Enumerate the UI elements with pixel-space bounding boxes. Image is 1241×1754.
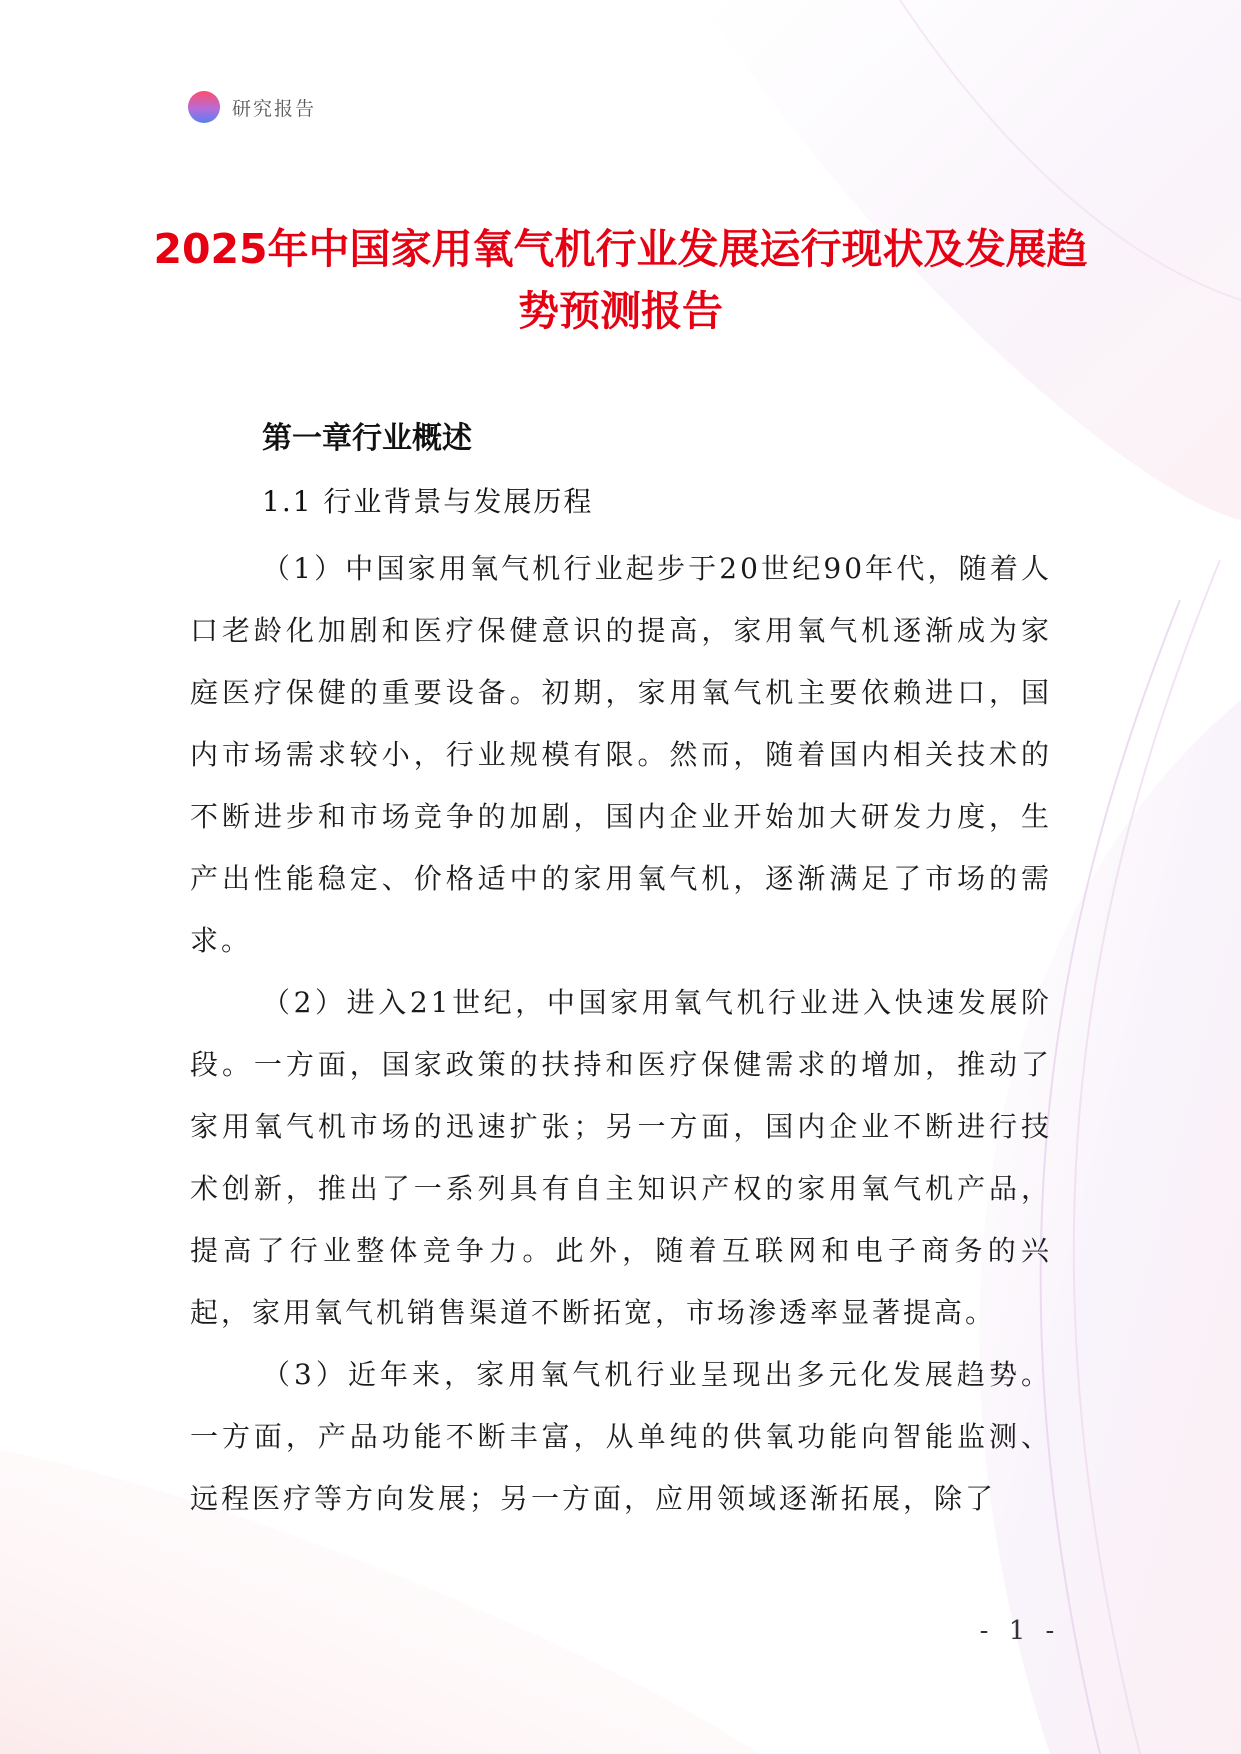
paragraph-2: （2）进入21世纪，中国家用氧气机行业进入快速发展阶段。一方面，国家政策的扶持和医疗保健需求的增加，推动了家用氧气机市场的迅速扩张；另一方面，国内企业不断进行技术创新，推出了一系列具有自主知识产权的家用氧气机产品，提高了行业整体竞争力。此外，随着互联网和电子商务的兴起，家用氧气机销售渠道不断拓宽，市场渗透率显著提高。 — [190, 986, 1052, 1329]
report-header — [188, 90, 316, 124]
paragraph-1: （1）中国家用氧气机行业起步于20世纪90年代，随着人口老龄化加剧和医疗保健意识的提高，家用氧气机逐渐成为家庭医疗保健的重要设备。初期，家用氧气机主要依赖进口，国内市场需求较小，行业规模有限。然而，随着国内相关技术的不断进步和市场竞争的加剧，国内企业开始加大研发力度，生产出性能稳定、价格适中的家用氧气机，逐渐满足了市场的需求。 — [190, 552, 1052, 957]
chapter-heading: 第一章行业概述 — [262, 421, 472, 456]
header-label: 研究报告 — [232, 97, 317, 120]
document-body — [190, 412, 1052, 1530]
section-heading: 1.1 行业背景与发展历程 — [262, 485, 594, 518]
report-logo-icon — [188, 91, 220, 123]
page-number: - 1 - — [979, 1616, 1061, 1646]
document-title: 2025年中国家用氧气机行业发展运行现状及发展趋势预测报告 — [153, 225, 1088, 335]
paragraph-3: （3）近年来，家用氧气机行业呈现出多元化发展趋势。一方面，产品功能不断丰富，从单纯的供氧功能向智能监测、远程医疗等方向发展；另一方面，应用领域逐渐拓展，除了 — [190, 1358, 1052, 1515]
